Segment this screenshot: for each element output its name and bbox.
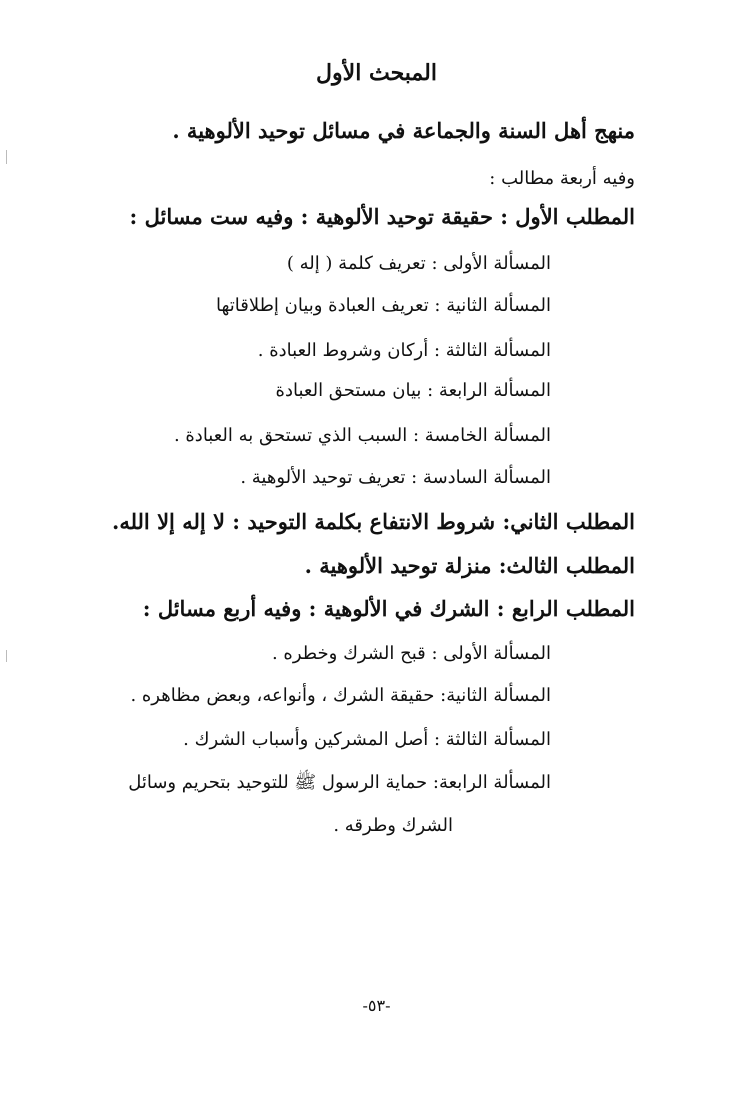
page-number: -٥٣- — [362, 996, 391, 1015]
matlab-4-heading: المطلب الرابع : الشرك في الألوهية : وفيه أربع مسائل : — [142, 596, 635, 621]
matlab-1-heading: المطلب الأول : حقيقة توحيد الألوهية : وفيه ست مسائل : — [129, 204, 635, 229]
section-subtitle: منهج أهل السنة والجماعة في مسائل توحيد الألوهية . — [172, 118, 635, 143]
matlab-1-item-1: المسألة الأولى : تعريف كلمة ( إله ) — [286, 253, 551, 274]
matlab-2-heading: المطلب الثاني: شروط الانتفاع بكلمة التوحيد : لا إله إلا الله. — [112, 509, 635, 534]
matlab-1-item-6: المسألة السادسة : تعريف توحيد الألوهية . — [240, 467, 551, 488]
scan-margin-mark — [6, 650, 7, 662]
matlab-4-item-2: المسألة الثانية: حقيقة الشرك ، وأنواعه، وبعض مظاهره . — [130, 685, 551, 706]
matlab-1-item-5: المسألة الخامسة : السبب الذي تستحق به العبادة . — [173, 425, 551, 446]
matlab-4-item-1: المسألة الأولى : قبح الشرك وخطره . — [271, 643, 551, 664]
intro-text: وفيه أربعة مطالب : — [489, 168, 635, 189]
matlab-1-item-4: المسألة الرابعة : بيان مستحق العبادة — [275, 380, 551, 401]
page-title: المبحث الأول — [316, 60, 437, 86]
matlab-4-item-3: المسألة الثالثة : أصل المشركين وأسباب الشرك . — [183, 729, 551, 750]
matlab-1-item-2: المسألة الثانية : تعريف العبادة وبيان إطلاقاتها — [215, 295, 551, 316]
scan-margin-mark — [6, 150, 7, 164]
matlab-4-item-4: المسألة الرابعة: حماية الرسول ﷺ للتوحيد بتحريم وسائل — [128, 772, 551, 793]
matlab-1-item-3: المسألة الثالثة : أركان وشروط العبادة . — [257, 340, 551, 361]
matlab-4-item-4-continuation: الشرك وطرقه . — [333, 815, 453, 836]
matlab-3-heading: المطلب الثالث: منزلة توحيد الألوهية . — [304, 553, 635, 578]
